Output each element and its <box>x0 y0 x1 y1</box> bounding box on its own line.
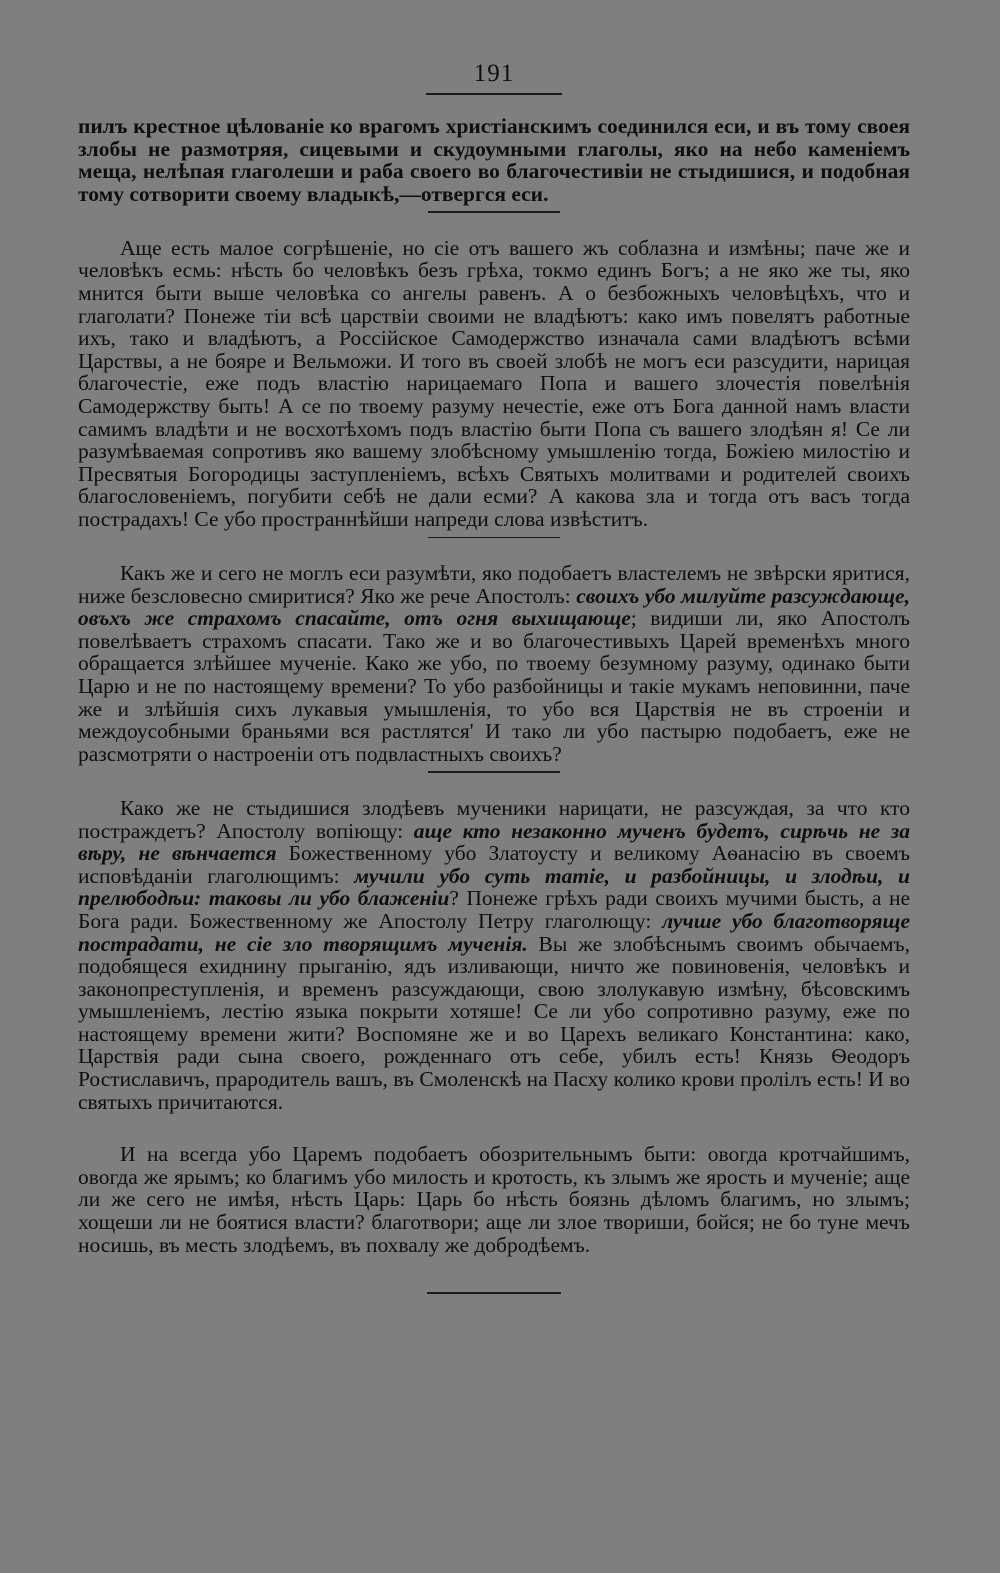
header-rule <box>426 93 562 95</box>
text-segment: Вы же злобѣснымъ своимъ обычаемъ, подобящеся ехиднину прыганію, ядъ изливающи, ничто же повиновенія, человѣкъ и законопреступленія, и временъ разсуждающи, свою злолукавую измѣну, бѣсовскимъ умышленіемъ, лестію языка покрыти хотяше! Се ли убо сопротивно разуму, еже по настоящему времени жити? Воспомяне же и во Царехъ великаго Константина: како, Царствія ради сына своего, рожденнаго отъ себе, убилъ есть! Князь Ѳеодоръ Ростиславичъ, прародитель вашъ, въ Смоленскѣ на Пасху колико крови пролілъ есть! И во святыхъ причитаются. <box>78 931 911 1114</box>
quotation-italic: мучили убо суть татіе, и разбойницы, и злодѣи, и прелюбодѣи: таковы ли убо блаженіи <box>78 863 910 911</box>
text-segment: пилъ крестное цѣлованіе ко врагомъ христіанскимъ соединился еси, и въ тому своея злобы не размотряя, сицевыми и скудоумными глаголы, яко на небо каменіемъ меща, нелѣпая глаголеши и раба своего во благочестивіи не стыдишися, и подобная тому сотворити своему владыкѣ,—отвергся еси. <box>78 114 910 206</box>
paragraph-3 <box>78 562 910 765</box>
paragraph-2 <box>78 237 910 531</box>
paragraph-5 <box>78 1143 910 1256</box>
quotation-italic: лучше убо благотворяще пострадати, не сіе зло творящимъ мученія. <box>78 908 910 956</box>
section-separator <box>428 537 560 539</box>
text-segment: Аще есть малое согрѣшеніе, но сіе отъ вашего жъ соблазна и измѣны; паче же и человѣкъ есмь: нѣсть бо человѣкъ безъ грѣха, токмо единъ Богъ; а не яко же ты, яко мнится быти выше человѣка со ангелы равенъ. А о безбожныхъ человѣцѣхъ, что и глаголати? Понеже тіи всѣ царствіи своими не владѣютъ: како имъ повелятъ работные ихъ, тако и владѣютъ, а Россійское Самодержство изначала сами владѣютъ всѣми Царствы, а не бояре и Вельможи. И того въ своей злобѣ не могъ еси разсудити, нарицая благочестіе, еже подъ властію нарицаемаго Попа и вашего злочестія повелѣнія Самодержству быть! А се по твоему разуму нечестіе, еже отъ Бога данной намъ власти самимъ владѣти и не восхотѣхомъ подъ властію быти Попа съ вашего злодѣян я! Се ли разумѣваемая сопротивъ яко вашему злобѣсному умышленію тогда, Божіею милостію и Пресвятыя Богородицы заступленіемъ, всѣхъ Святыхъ молитвами и родителей своихъ благословеніемъ, погубити себѣ не дали есми? А какова зла и тогда отъ васъ тогда пострадахъ! Се убо пространнѣйши напреди слова извѣститъ. <box>78 235 910 531</box>
document-page <box>78 60 910 1294</box>
paragraph-gap <box>78 1113 910 1143</box>
paragraph-4 <box>78 797 910 1113</box>
text-segment: Какъ же и сего не моглъ еси разумѣти, яко подобаетъ властелемъ не звѣрски яритися, ниже безсловесно смиритися? Яко же рече Апостолъ: <box>78 561 910 608</box>
page-number: 191 <box>473 60 515 87</box>
text-segment: ? Понеже грѣхъ ради своихъ мучими бысть, а не Бога ради. Божественному же Апостолу Петру глаголющу: <box>78 886 911 933</box>
text-segment: ; видиши ли, яко Апостолъ повелѣваетъ страхомъ спасати. Тако же и во благочестивыхъ Царей временѣхъ много обращается злѣйшее мученіе. Како же убо, по твоему безумному разуму, одинако быти Царю и не по настоящему времени? То убо разбойницы и такіе мукамъ неповинни, паче же и злѣйшія сихъ лукавыя умышленія, то убо вся Царствія не въ строеніи и междоусобными браньями вся растлятся' И тако ли убо пастырю подобаетъ, еже не разсмотряти о настроеніи отъ подвластныхъ своихъ? <box>78 606 911 766</box>
quotation-italic: аще кто незаконно мученъ будетъ, сирѣчь не за вѣру, не вѣнчается <box>78 818 910 866</box>
section-separator <box>428 211 560 213</box>
paragraph-1 <box>78 115 910 205</box>
end-rule <box>427 1292 561 1294</box>
text-segment: Божественному убо Златоусту и великому Аѳанасію въ своемъ исповѣданіи глаголющимъ: <box>78 841 910 888</box>
section-separator <box>428 771 560 773</box>
quotation-italic: своихъ убо милуйте разсуждающе, овъхъ же страхомъ спасайте, отъ огня выхищающе <box>78 583 910 631</box>
text-segment: И на всегда убо Царемъ подобаетъ обозрительнымъ быти: овогда кротчайшимъ, овогда же ярымъ; ко благимъ убо милость и кротость, къ злымъ же ярость и мученіе; аще ли же сего не имѣя, нѣсть Царь: Царь бо нѣсть боязнь дѣломъ благимъ, но злымъ; хощеши ли не боятися власти? благотвори; аще ли злое твориши, бойся; не бо туне мечъ носишь, въ месть злодѣемъ, въ похвалу же добродѣемъ. <box>78 1142 910 1257</box>
text-segment: Како же не стыдишися злодѣевъ мученики нарицати, не разсуждая, за что кто постраждетъ? Апостолу вопіющу: <box>78 795 910 843</box>
